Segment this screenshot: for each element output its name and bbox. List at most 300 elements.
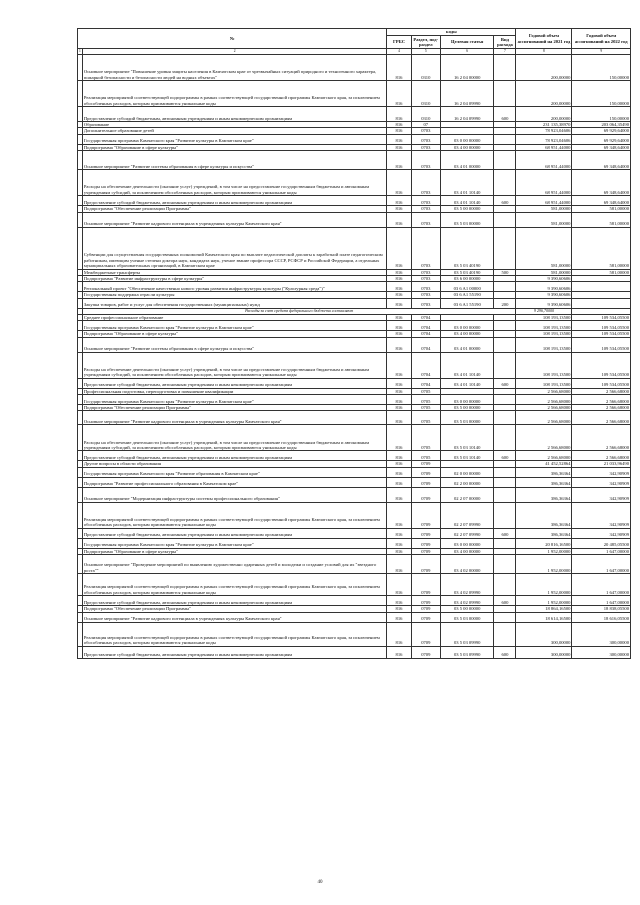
grbs-cell: 816 xyxy=(387,538,411,548)
expense-type-cell xyxy=(494,282,516,292)
section-cell: 0709 xyxy=(411,461,440,467)
item-name-cell: Предоставление субсидий бюджетным, автономным учреждениям и иным некоммерческим организациям xyxy=(82,596,386,606)
grbs-cell: 816 xyxy=(387,196,411,206)
target-article-cell: 03 4 02 09990 xyxy=(440,574,494,596)
section-cell: 0703 xyxy=(411,151,440,170)
amount-2022-cell: 342,90909 xyxy=(572,487,631,502)
expense-type-cell: 200 xyxy=(494,298,516,308)
amount-2021-cell: 386,36364 xyxy=(516,528,572,538)
expense-type-cell: 600 xyxy=(494,196,516,206)
section-cell: 0703 xyxy=(411,206,440,212)
item-name-cell: Государственная программа Камчатского края "Развитие образования в Камчатском крае" xyxy=(82,467,386,477)
table-row xyxy=(78,574,631,596)
amount-2021-cell: 581,00000 xyxy=(516,269,572,275)
section-cell: 0709 xyxy=(411,622,440,646)
target-article-cell: 16 2 04 09990 xyxy=(440,107,494,122)
amount-2022-cell: 581,00000 xyxy=(572,269,631,275)
expense-type-cell xyxy=(494,502,516,528)
section-cell: 0703 xyxy=(411,298,440,308)
item-name-cell: Основное мероприятие "Повышение уровня защиты населения в Камчатском крае от чрезвычайных ситуаций природного и техногенного характера, пожарной безопасности и безопасности людей на водных объектах" xyxy=(82,55,386,81)
amount-2022-cell: 2 566,68000 xyxy=(572,388,631,394)
section-cell: 07 xyxy=(411,122,440,128)
table-row xyxy=(78,477,631,487)
amount-2021-cell: 300,00000 xyxy=(516,622,572,646)
table-row xyxy=(78,451,631,461)
table-row xyxy=(78,196,631,206)
item-name-cell: Государственная поддержка отрасли культуры xyxy=(82,292,386,298)
target-article-cell: 03 0 00 00000 xyxy=(440,134,494,144)
amount-2021-cell: 68 951,44000 xyxy=(516,196,572,206)
grbs-cell: 816 xyxy=(387,405,411,411)
table-row xyxy=(78,528,631,538)
item-name-cell: Подпрограмма "Образование в сфере культуры" xyxy=(82,331,386,337)
amount-2021-cell: 386,36364 xyxy=(516,502,572,528)
expense-type-cell: 600 xyxy=(494,107,516,122)
codes-header: коды xyxy=(387,29,516,36)
grbs-cell: 816 xyxy=(387,81,411,107)
amount-2022-cell: 21 033,96490 xyxy=(572,461,631,467)
table-row xyxy=(78,134,631,144)
table-row xyxy=(78,337,631,352)
target-article-cell: 03 5 03 00000 xyxy=(440,212,494,227)
amount-2021-cell: 581,00000 xyxy=(516,227,572,269)
amount-2021-cell: 2 566,68000 xyxy=(516,425,572,451)
expense-type-cell xyxy=(494,321,516,331)
expense-type-cell xyxy=(494,337,516,352)
item-name-cell: Предоставление субсидий бюджетным, автономным учреждениям и иным некоммерческим организациям xyxy=(82,528,386,538)
amount-2022-cell: 203 064,35490 xyxy=(572,122,631,128)
section-cell: 0709 xyxy=(411,528,440,538)
amount-2021-cell: 386,36364 xyxy=(516,477,572,487)
section-cell: 0704 xyxy=(411,378,440,388)
amount-2022-cell: 342,90909 xyxy=(572,467,631,477)
expense-type-cell xyxy=(494,151,516,170)
grbs-cell: 816 xyxy=(387,606,411,612)
amount-2021-cell: 108 193,13500 xyxy=(516,352,572,378)
column-index: 5 xyxy=(411,49,440,55)
target-article-cell: 03 0 00 00000 xyxy=(440,321,494,331)
expense-type-cell xyxy=(494,352,516,378)
item-name-cell: Предоставление субсидий бюджетным, автономным учреждениям и иным некоммерческим организациям xyxy=(82,378,386,388)
item-name-cell: Реализация мероприятий соответствующей подпрограммы в рамках соответствующей государственной программы Камчатского края, за исключением обособленных расходов, которым присваиваются уникальные коды xyxy=(82,574,386,596)
amount-2021-cell: 9 390,60606 xyxy=(516,276,572,282)
section-cell: 0709 xyxy=(411,646,440,658)
section-cell: 0703 xyxy=(411,212,440,227)
amount-2021-cell: 2 566,68000 xyxy=(516,388,572,394)
amount-2022-cell xyxy=(572,282,631,292)
item-name-cell: Подпрограмма "Образование в сфере культуры" xyxy=(82,548,386,554)
expense-type-cell xyxy=(494,574,516,596)
item-name-cell: Межбюджетные трансферты xyxy=(82,269,386,275)
expense-type-cell: 600 xyxy=(494,596,516,606)
item-name-cell: Подпрограмма "Обеспечение реализации Программы" xyxy=(82,206,386,212)
table-row xyxy=(78,107,631,122)
expense-type-cell xyxy=(494,227,516,269)
amount-2021-cell: 1 952,00000 xyxy=(516,574,572,596)
item-name-cell: Субвенции для осуществления государственных полномочий Камчатского края по выплате педагогической доплаты к заработной плате педагогическим работникам, имеющим ученые степени доктора наук, кандидата наук, ученое звание профессора СССР, РСФСР и Российской Федерации, а отдельных муниципальных образовательных организаций, в Камчатском крае xyxy=(82,227,386,269)
grbs-cell: 816 xyxy=(387,206,411,212)
amount-2021-cell: 581,00000 xyxy=(516,212,572,227)
item-name-cell: Образование xyxy=(82,122,386,128)
target-article-cell: 03 4 01 10140 xyxy=(440,352,494,378)
grbs-cell: 816 xyxy=(387,502,411,528)
section-cell: 0704 xyxy=(411,337,440,352)
target-article-cell: 03 5 00 00000 xyxy=(440,206,494,212)
target-article-cell: 03 4 01 00000 xyxy=(440,337,494,352)
grbs-cell: 816 xyxy=(387,395,411,405)
amount-2021-cell: 200,00000 xyxy=(516,55,572,81)
expense-type-cell: 600 xyxy=(494,646,516,658)
item-name-cell: Основное мероприятие "Модернизация инфраструктуры системы профессионального образования" xyxy=(82,487,386,502)
section-cell: 0703 xyxy=(411,170,440,196)
amount-2022-cell: 20 485,05500 xyxy=(572,538,631,548)
section-cell: 0709 xyxy=(411,467,440,477)
item-name-cell: Основное мероприятие "Развитие кадрового потенциала в учреждениях культуры Камчатского края" xyxy=(82,612,386,622)
section-cell: 0703 xyxy=(411,196,440,206)
section-cell: 0703 xyxy=(411,292,440,298)
amount-2021-cell: 9 390,60606 xyxy=(516,298,572,308)
expense-type-cell: 600 xyxy=(494,528,516,538)
column-index: 7 xyxy=(494,49,516,55)
table-row xyxy=(78,352,631,378)
amount-2021-cell: 1 952,00000 xyxy=(516,548,572,554)
target-article-cell: 03 4 02 00000 xyxy=(440,555,494,574)
amount-2022-cell: 1 647,00000 xyxy=(572,596,631,606)
section-cell: 0705 xyxy=(411,405,440,411)
section-header: Раздел, под-раздел xyxy=(411,36,440,49)
expense-type-cell xyxy=(494,538,516,548)
amount-2021-cell: 581,00000 xyxy=(516,206,572,212)
amount-2022-cell xyxy=(572,298,631,308)
amount-2022-cell: 2 566,68000 xyxy=(572,411,631,425)
item-name-cell: Государственная программа Камчатского края "Развитие культуры в Камчатском крае" xyxy=(82,134,386,144)
table-row xyxy=(78,378,631,388)
table-row xyxy=(78,81,631,107)
grbs-cell: 816 xyxy=(387,555,411,574)
expense-type-cell xyxy=(494,612,516,622)
section-cell: 0310 xyxy=(411,55,440,81)
column-index: 4 xyxy=(387,49,411,55)
grbs-cell: 816 xyxy=(387,331,411,337)
amount-2021-cell: 1 952,00000 xyxy=(516,555,572,574)
amount-2022-cell: 150,00000 xyxy=(572,107,631,122)
target-article-cell: 16 2 04 00000 xyxy=(440,55,494,81)
section-cell: 0709 xyxy=(411,487,440,502)
section-cell: 0705 xyxy=(411,395,440,405)
expense-type-cell: 600 xyxy=(494,378,516,388)
target-article-cell: 03 5 03 10140 xyxy=(440,425,494,451)
expense-type-cell: 500 xyxy=(494,269,516,275)
table-row xyxy=(78,487,631,502)
section-cell: 0703 xyxy=(411,128,440,134)
grbs-cell: 816 xyxy=(387,107,411,122)
table-row xyxy=(78,425,631,451)
table-row xyxy=(78,612,631,622)
column-index: 1 xyxy=(79,49,81,54)
grbs-cell: 816 xyxy=(387,128,411,134)
column-index: 9 xyxy=(572,49,631,55)
expense-type-cell xyxy=(494,395,516,405)
grbs-cell: 816 xyxy=(387,298,411,308)
section-cell: 0703 xyxy=(411,144,440,150)
expense-type-cell xyxy=(494,212,516,227)
target-article-cell: 03 5 00 00000 xyxy=(440,606,494,612)
grbs-cell: 816 xyxy=(387,276,411,282)
section-cell: 0704 xyxy=(411,331,440,337)
section-cell: 0705 xyxy=(411,451,440,461)
section-cell: 0704 xyxy=(411,321,440,331)
item-name-cell: Среднее профессиональное образование xyxy=(82,314,386,320)
target-article-cell: 03 4 00 00000 xyxy=(440,331,494,337)
target-article-cell: 16 2 04 09990 xyxy=(440,81,494,107)
item-name-cell: Основное мероприятие "Развитие системы образования в сфере культуры и искусства" xyxy=(82,337,386,352)
number-header: № xyxy=(78,29,387,49)
amount-2022-cell: 581,00000 xyxy=(572,212,631,227)
amount-2021-cell: 20 816,16500 xyxy=(516,538,572,548)
amount-2022-cell: 69 348,64000 xyxy=(572,196,631,206)
item-name-cell: Государственная программа Камчатского края "Развитие культуры в Камчатском крае" xyxy=(82,321,386,331)
header-row-1 xyxy=(78,29,631,36)
amount-2021-cell: 200,00000 xyxy=(516,107,572,122)
amount-2022-cell: 300,00000 xyxy=(572,622,631,646)
amount-2022-cell: 69 929,64000 xyxy=(572,134,631,144)
table-row xyxy=(78,282,631,292)
year-2022-header: Годовой объем ассигнований на 2022 год xyxy=(572,29,631,49)
grbs-cell: 816 xyxy=(387,352,411,378)
section-cell: 0709 xyxy=(411,612,440,622)
expense-type-cell xyxy=(494,555,516,574)
grbs-cell: 816 xyxy=(387,388,411,394)
section-cell: 0310 xyxy=(411,107,440,122)
grbs-cell: 816 xyxy=(387,622,411,646)
item-name-cell: Подпрограмма "Развитие профессионального образования в Камчатском крае" xyxy=(82,477,386,487)
target-article-cell: 03 4 02 09990 xyxy=(440,596,494,606)
target-article-cell: 02 0 00 00000 xyxy=(440,467,494,477)
grbs-cell: 816 xyxy=(387,122,411,128)
amount-2022-cell: 109 534,05500 xyxy=(572,331,631,337)
amount-2022-cell: 581,00000 xyxy=(572,206,631,212)
item-name-cell: Предоставление субсидий бюджетным, автономным учреждениям и иным некоммерческим организациям xyxy=(82,196,386,206)
column-index: 6 xyxy=(440,49,494,55)
target-article-cell: 03 5 00 00000 xyxy=(440,405,494,411)
amount-2022-cell: 1 647,00000 xyxy=(572,555,631,574)
grbs-cell: 816 xyxy=(387,170,411,196)
target-article-cell: 03 4 01 10140 xyxy=(440,170,494,196)
amount-2022-cell: 1 647,00000 xyxy=(572,574,631,596)
target-article-cell: 03 5 03 40190 xyxy=(440,227,494,269)
amount-2021-cell: 386,36364 xyxy=(516,467,572,477)
table-row xyxy=(78,170,631,196)
section-cell: 0709 xyxy=(411,502,440,528)
target-article-cell: 03 6 A1 55190 xyxy=(440,292,494,298)
amount-2021-cell: 1 952,00000 xyxy=(516,596,572,606)
table-row xyxy=(78,212,631,227)
table-row xyxy=(78,502,631,528)
grbs-header: ГРБС xyxy=(387,36,411,49)
amount-2021-cell: 9 390,60606 xyxy=(516,292,572,298)
year-2021-header: Годовой объем ассигнований на 2021 год xyxy=(516,29,572,49)
target-article-cell: 03 6 A1 00000 xyxy=(440,282,494,292)
section-cell: 0709 xyxy=(411,477,440,487)
table-row xyxy=(78,55,631,81)
grbs-cell: 816 xyxy=(387,337,411,352)
item-name-cell: Закупка товаров, работ и услуг для обеспечения государственных (муниципальных) нужд xyxy=(82,298,386,308)
table-row xyxy=(78,151,631,170)
amount-2021-cell: 386,36364 xyxy=(516,487,572,502)
amount-2021-cell: 2 566,68000 xyxy=(516,395,572,405)
table-body xyxy=(78,55,631,659)
target-article-cell: 03 5 03 00000 xyxy=(440,411,494,425)
amount-2021-cell: 18 864,16500 xyxy=(516,606,572,612)
amount-2021-cell: 18 614,16500 xyxy=(516,612,572,622)
item-name-cell: Профессиональная подготовка, переподготовка и повышение квалификации xyxy=(82,388,386,394)
item-name-cell: Подпрограмма "Образование в сфере культуры" xyxy=(82,144,386,150)
expense-type-cell xyxy=(494,170,516,196)
target-article-cell: 03 4 00 00000 xyxy=(440,548,494,554)
expense-type-cell xyxy=(494,81,516,107)
amount-2021-cell: 108 193,13500 xyxy=(516,378,572,388)
target-article-cell: 03 4 00 00000 xyxy=(440,144,494,150)
item-name-cell: Подпрограмма "Обеспечение реализации Программы" xyxy=(82,606,386,612)
expense-type-cell xyxy=(494,134,516,144)
amount-2021-cell: 68 951,44000 xyxy=(516,151,572,170)
target-article-cell: 03 0 00 00000 xyxy=(440,395,494,405)
grbs-cell: 816 xyxy=(387,548,411,554)
amount-2022-cell: 1 647,00000 xyxy=(572,548,631,554)
table-row xyxy=(78,227,631,269)
target-article-cell: 03 6 A1 55190 xyxy=(440,298,494,308)
amount-2022-cell: 2 566,68000 xyxy=(572,425,631,451)
expense-type-cell xyxy=(494,622,516,646)
section-cell: 0704 xyxy=(411,352,440,378)
amount-2022-cell: 18 616,05500 xyxy=(572,612,631,622)
item-name-cell: Расходы на обеспечение деятельности (оказание услуг) учреждений, в том числе на предоставление государственным бюджетным и автономным учреждениям субсидий, за исключением обособленных расходов, которым присваиваются уникальные коды xyxy=(82,425,386,451)
item-name-cell: Предоставление субсидий бюджетным, автономным учреждениям и иным некоммерческим организациям xyxy=(82,107,386,122)
target-article-cell: 03 6 00 00000 xyxy=(440,276,494,282)
target-article-cell: 03 4 01 10140 xyxy=(440,196,494,206)
grbs-cell: 816 xyxy=(387,411,411,425)
amount-2021-cell: 200,00000 xyxy=(516,81,572,107)
grbs-cell: 816 xyxy=(387,144,411,150)
section-cell: 0709 xyxy=(411,596,440,606)
grbs-cell: 816 xyxy=(387,151,411,170)
table-row xyxy=(78,646,631,658)
target-article-cell: 03 0 00 00000 xyxy=(440,538,494,548)
item-name-cell: Государственная программа Камчатского края "Развитие культуры в Камчатском крае" xyxy=(82,395,386,405)
target-article-cell: 03 5 03 10140 xyxy=(440,451,494,461)
grbs-cell: 816 xyxy=(387,55,411,81)
section-cell: 0705 xyxy=(411,411,440,425)
table-row xyxy=(78,596,631,606)
amount-2022-cell: 2 566,68000 xyxy=(572,451,631,461)
grbs-cell: 816 xyxy=(387,321,411,331)
amount-2022-cell: 150,00000 xyxy=(572,55,631,81)
expense-type-cell xyxy=(494,477,516,487)
item-name-cell: Предоставление субсидий бюджетным, автономным учреждениям и иным некоммерческим организациям xyxy=(82,646,386,658)
expense-type-cell xyxy=(494,487,516,502)
amount-2021-cell: 108 193,13500 xyxy=(516,314,572,320)
column-index: 8 xyxy=(516,49,572,55)
section-cell: 0703 xyxy=(411,134,440,144)
amount-2022-cell: 150,00000 xyxy=(572,81,631,107)
amount-2022-cell: 109 534,05500 xyxy=(572,321,631,331)
item-name-cell: Реализация мероприятий соответствующей подпрограммы в рамках соответствующей государственной программы Камчатского края, за исключением обособленных расходов, которым присваиваются уникальные коды xyxy=(82,622,386,646)
grbs-cell: 816 xyxy=(387,451,411,461)
table-row xyxy=(78,411,631,425)
amount-2022-cell: 581,00000 xyxy=(572,227,631,269)
section-cell: 0709 xyxy=(411,548,440,554)
item-name-cell: Расходы на обеспечение деятельности (оказание услуг) учреждений, в том числе на предоставление государственным бюджетным и автономным учреждениям субсидий, за исключением обособленных расходов, которым присваиваются уникальные коды xyxy=(82,170,386,196)
amount-2022-cell: 109 534,05500 xyxy=(572,378,631,388)
amount-2022-cell: 109 534,05500 xyxy=(572,314,631,320)
expense-type-cell xyxy=(494,467,516,477)
amount-2022-cell: 69 929,64000 xyxy=(572,128,631,134)
amount-2022-cell: 69 348,64000 xyxy=(572,144,631,150)
grbs-cell: 816 xyxy=(387,378,411,388)
amount-2021-cell: 9 296,70000 xyxy=(516,308,572,314)
target-article-cell: 03 5 03 40190 xyxy=(440,269,494,275)
grbs-cell: 816 xyxy=(387,461,411,467)
table-row xyxy=(78,538,631,548)
item-name-cell: Основное мероприятие "Проведение мероприятий по выявлению художественно одаренных детей и молодежи и создание условий для их "звездного роста"" xyxy=(82,555,386,574)
grbs-cell: 816 xyxy=(387,425,411,451)
amount-2021-cell: 231 135,38970 xyxy=(516,122,572,128)
amount-2022-cell: 109 534,05500 xyxy=(572,337,631,352)
amount-2022-cell: 69 348,64000 xyxy=(572,170,631,196)
budget-table xyxy=(77,28,631,659)
item-name-cell: Государственная программа Камчатского края "Развитие культуры в Камчатском крае" xyxy=(82,538,386,548)
table-row xyxy=(78,321,631,331)
grbs-cell: 816 xyxy=(387,646,411,658)
target-article-cell: 03 5 03 09990 xyxy=(440,622,494,646)
amount-2022-cell: 2 566,68000 xyxy=(572,395,631,405)
grbs-cell: 816 xyxy=(387,487,411,502)
target-article-cell: 03 4 01 10140 xyxy=(440,378,494,388)
expense-type-cell xyxy=(494,55,516,81)
item-name-cell: Основное мероприятие "Развитие кадрового потенциала в учреждениях культуры Камчатского края" xyxy=(82,212,386,227)
note-cell: Расходы за счет средств федерального бюджета составляют xyxy=(82,308,516,314)
item-name-cell: Реализация мероприятий соответствующей подпрограммы в рамках соответствующей государственной программы Камчатского края, за исключением обособленных расходов, которым присваиваются уникальные коды xyxy=(82,81,386,107)
section-cell: 0709 xyxy=(411,555,440,574)
item-name-cell: Предоставление субсидий бюджетным, автономным учреждениям и иным некоммерческим организациям xyxy=(82,451,386,461)
section-cell: 0705 xyxy=(411,388,440,394)
item-name-cell: Основное мероприятие "Развитие кадрового потенциала в учреждениях культуры Камчатского края" xyxy=(82,411,386,425)
item-name-cell: Региональный проект "Обеспечение качественно нового уровня развития инфраструктуры культуры ("Культурная среда")" xyxy=(82,282,386,292)
amount-2022-cell: 2 566,68000 xyxy=(572,405,631,411)
section-cell: 0709 xyxy=(411,574,440,596)
target-article-cell: 03 5 03 09990 xyxy=(440,646,494,658)
table-row xyxy=(78,467,631,477)
amount-2022-cell: 109 534,05500 xyxy=(572,352,631,378)
amount-2021-cell: 41 452,52864 xyxy=(516,461,572,467)
target-article-cell: 02 2 07 09990 xyxy=(440,528,494,538)
grbs-cell: 816 xyxy=(387,528,411,538)
amount-2022-cell: 18 838,05500 xyxy=(572,606,631,612)
item-name-cell: Реализация мероприятий соответствующей подпрограммы в рамках соответствующей государственной программы Камчатского края, за исключением обособленных расходов, которым присваиваются уникальные коды xyxy=(82,502,386,528)
section-cell: 0704 xyxy=(411,314,440,320)
grbs-cell: 816 xyxy=(387,269,411,275)
grbs-cell: 816 xyxy=(387,292,411,298)
section-cell: 0709 xyxy=(411,538,440,548)
amount-2021-cell: 78 923,04606 xyxy=(516,134,572,144)
amount-2021-cell: 300,00000 xyxy=(516,646,572,658)
amount-2021-cell: 2 566,68000 xyxy=(516,451,572,461)
table-row xyxy=(78,298,631,308)
grbs-cell: 816 xyxy=(387,134,411,144)
amount-2021-cell: 2 566,68000 xyxy=(516,411,572,425)
table-row xyxy=(78,622,631,646)
grbs-cell: 816 xyxy=(387,314,411,320)
